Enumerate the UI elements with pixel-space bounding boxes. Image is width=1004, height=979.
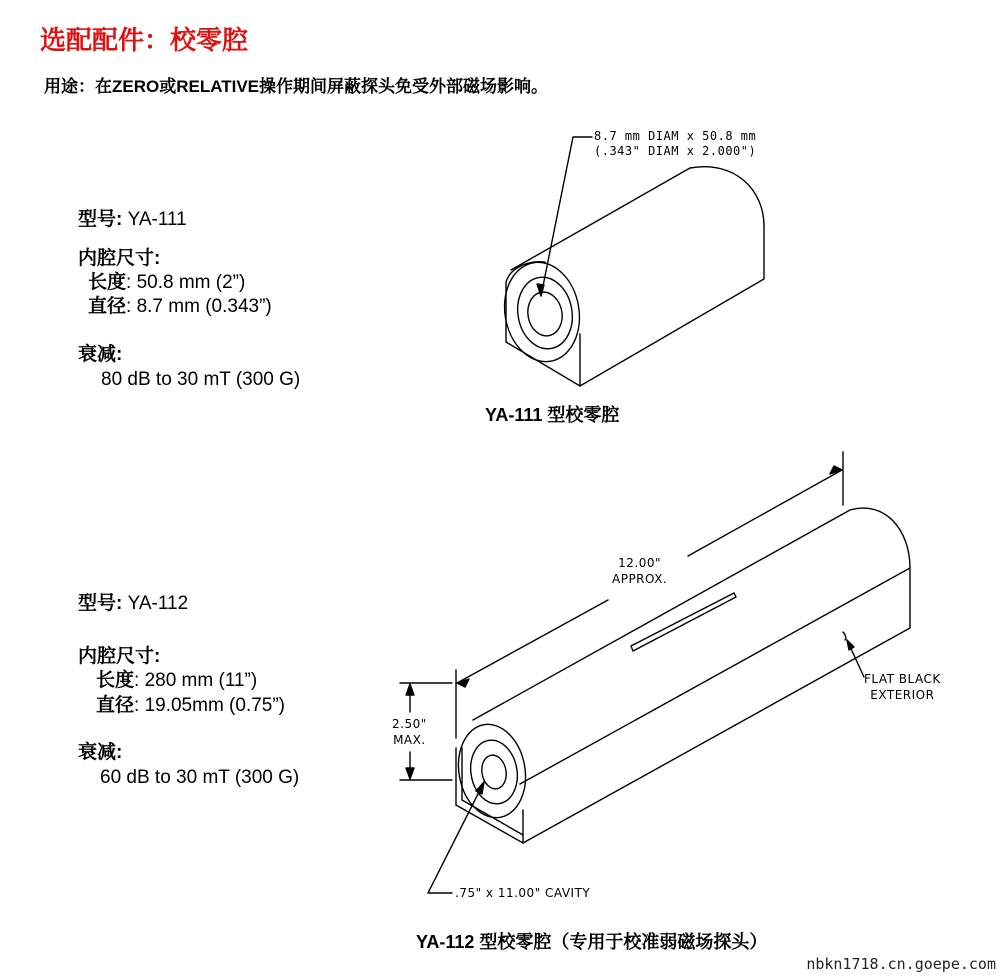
model-value: YA-112 [127, 593, 189, 614]
height-dimension-label [392, 716, 427, 748]
cavity-note: .75" x 11.00" CAVITY [455, 886, 591, 900]
ya111-atten-label: 衰减: [78, 344, 123, 365]
length-dim-line-1: 12.00" [618, 556, 662, 570]
length-label: 长度 [96, 670, 135, 691]
ya112-caption: YA-112 型校零腔（专用于校准弱磁场探头） [416, 932, 768, 952]
ya111-atten-value: 80 dB to 30 mT (300 G) [101, 369, 301, 390]
model-label: 型号: [78, 209, 123, 230]
model-value: YA-111 [127, 209, 187, 230]
length-dimension-label [612, 555, 667, 587]
diameter-value: : 19.05mm (0.75”) [134, 695, 286, 716]
diameter-label: 直径 [88, 296, 127, 317]
exterior-label [864, 671, 941, 703]
page-title: 选配配件：校零腔 [40, 25, 249, 55]
note-line-2: (.343" DIAM x 2.000") [594, 144, 757, 158]
diameter-value: : 8.7 mm (0.343”) [126, 296, 272, 317]
length-value: : 50.8 mm (2”) [126, 272, 246, 293]
ya112-atten-label: 衰减: [78, 742, 123, 763]
length-value: : 280 mm (11”) [134, 670, 258, 691]
height-dim-line-1: 2.50" [392, 717, 427, 731]
length-dim-line-2: APPROX. [612, 572, 668, 586]
ya111-caption: YA-111 型校零腔 [485, 405, 620, 425]
ya111-cavity-label: 内腔尺寸: [78, 248, 161, 269]
exterior-line-1: FLAT BLACK [864, 672, 941, 686]
diameter-label: 直径 [96, 695, 135, 716]
watermark: nbkn1718.cn.goepe.com [806, 955, 996, 973]
ya112-drawing [400, 452, 910, 893]
length-label: 长度 [88, 272, 127, 293]
ya112-cavity-label: 内腔尺寸: [78, 646, 161, 667]
ya111-drawing [497, 137, 764, 386]
exterior-line-2: EXTERIOR [870, 688, 935, 702]
model-label: 型号: [78, 593, 123, 614]
purpose-text: 用途：在ZERO或RELATIVE操作期间屏蔽探头免受外部磁场影响。 [44, 77, 549, 96]
ya112-atten-value: 60 dB to 30 mT (300 G) [100, 767, 300, 788]
note-line-1: 8.7 mm DIAM x 50.8 mm [594, 129, 757, 143]
height-dim-line-2: MAX. [393, 733, 426, 747]
ya111-dimension-note [594, 129, 756, 159]
